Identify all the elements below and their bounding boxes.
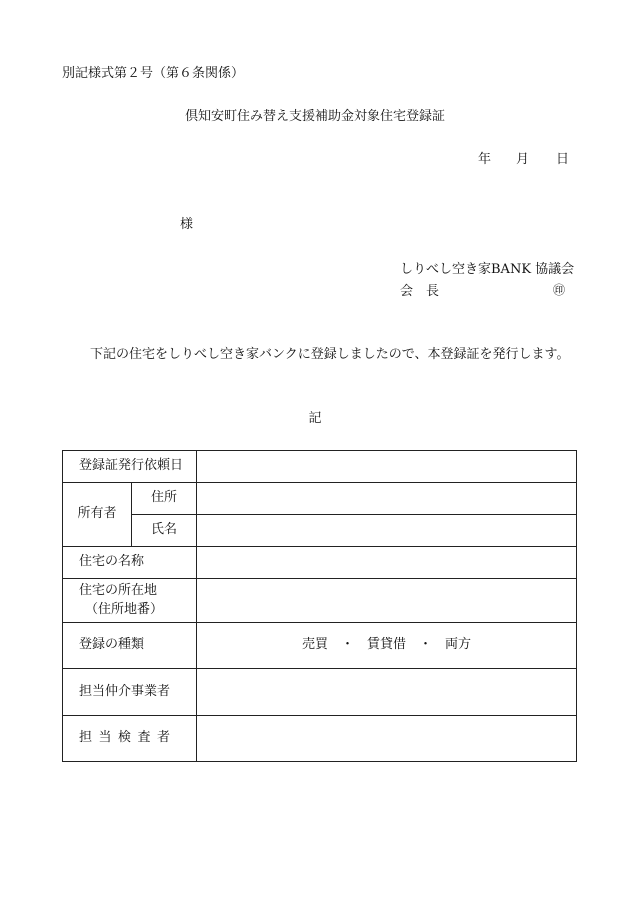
registration-type-options[interactable]: 売買 ・ 賃貸借 ・ 両方 — [197, 623, 577, 669]
addressee-honorific: 様 — [180, 217, 194, 232]
table-row — [63, 547, 577, 579]
table-row — [63, 579, 577, 623]
table-row — [63, 483, 577, 515]
agent-value[interactable] — [197, 669, 577, 716]
inspector-value[interactable] — [197, 716, 577, 762]
house-location-label-main: 住宅の所在地 — [79, 582, 158, 598]
owner-address-value[interactable] — [197, 483, 577, 515]
registration-type-label: 登録の種類 — [63, 623, 197, 669]
form-number: 別記様式第２号（第６条関係） — [62, 66, 245, 81]
ki-heading: 記 — [308, 411, 322, 426]
house-location-label — [63, 579, 197, 623]
body-text: 下記の住宅をしりべし空き家バンクに登録しましたので、本登録証を発行します。 — [90, 347, 570, 362]
inspector-label: 担当検査者 — [63, 716, 197, 762]
table-row — [63, 515, 577, 547]
table-row — [63, 451, 577, 483]
date-line — [478, 153, 569, 166]
house-name-value[interactable] — [197, 547, 577, 579]
request-date-label: 登録証発行依頼日 — [63, 451, 197, 483]
registration-table — [62, 450, 577, 762]
request-date-value[interactable] — [197, 451, 577, 483]
owner-name-value[interactable] — [197, 515, 577, 547]
owner-label: 所有者 — [63, 483, 132, 547]
owner-name-label: 氏名 — [132, 515, 197, 547]
table-row — [63, 623, 577, 669]
house-location-label-sub: （住所地番） — [85, 601, 164, 617]
date-month: 月 — [516, 152, 530, 167]
seal-mark: ㊞ — [553, 283, 566, 297]
table-row — [63, 669, 577, 716]
issuer-organization: しりべし空き家BANK 協議会 — [400, 262, 575, 277]
house-name-label: 住宅の名称 — [63, 547, 197, 579]
date-day: 日 — [556, 152, 570, 167]
owner-address-label: 住所 — [132, 483, 197, 515]
document-title: 倶知安町住み替え支援補助金対象住宅登録証 — [184, 109, 445, 124]
house-location-value[interactable] — [197, 579, 577, 623]
agent-label: 担当仲介事業者 — [63, 669, 197, 716]
table-row — [63, 716, 577, 762]
issuer-role: 会 長 — [400, 284, 440, 299]
date-year: 年 — [478, 152, 492, 167]
